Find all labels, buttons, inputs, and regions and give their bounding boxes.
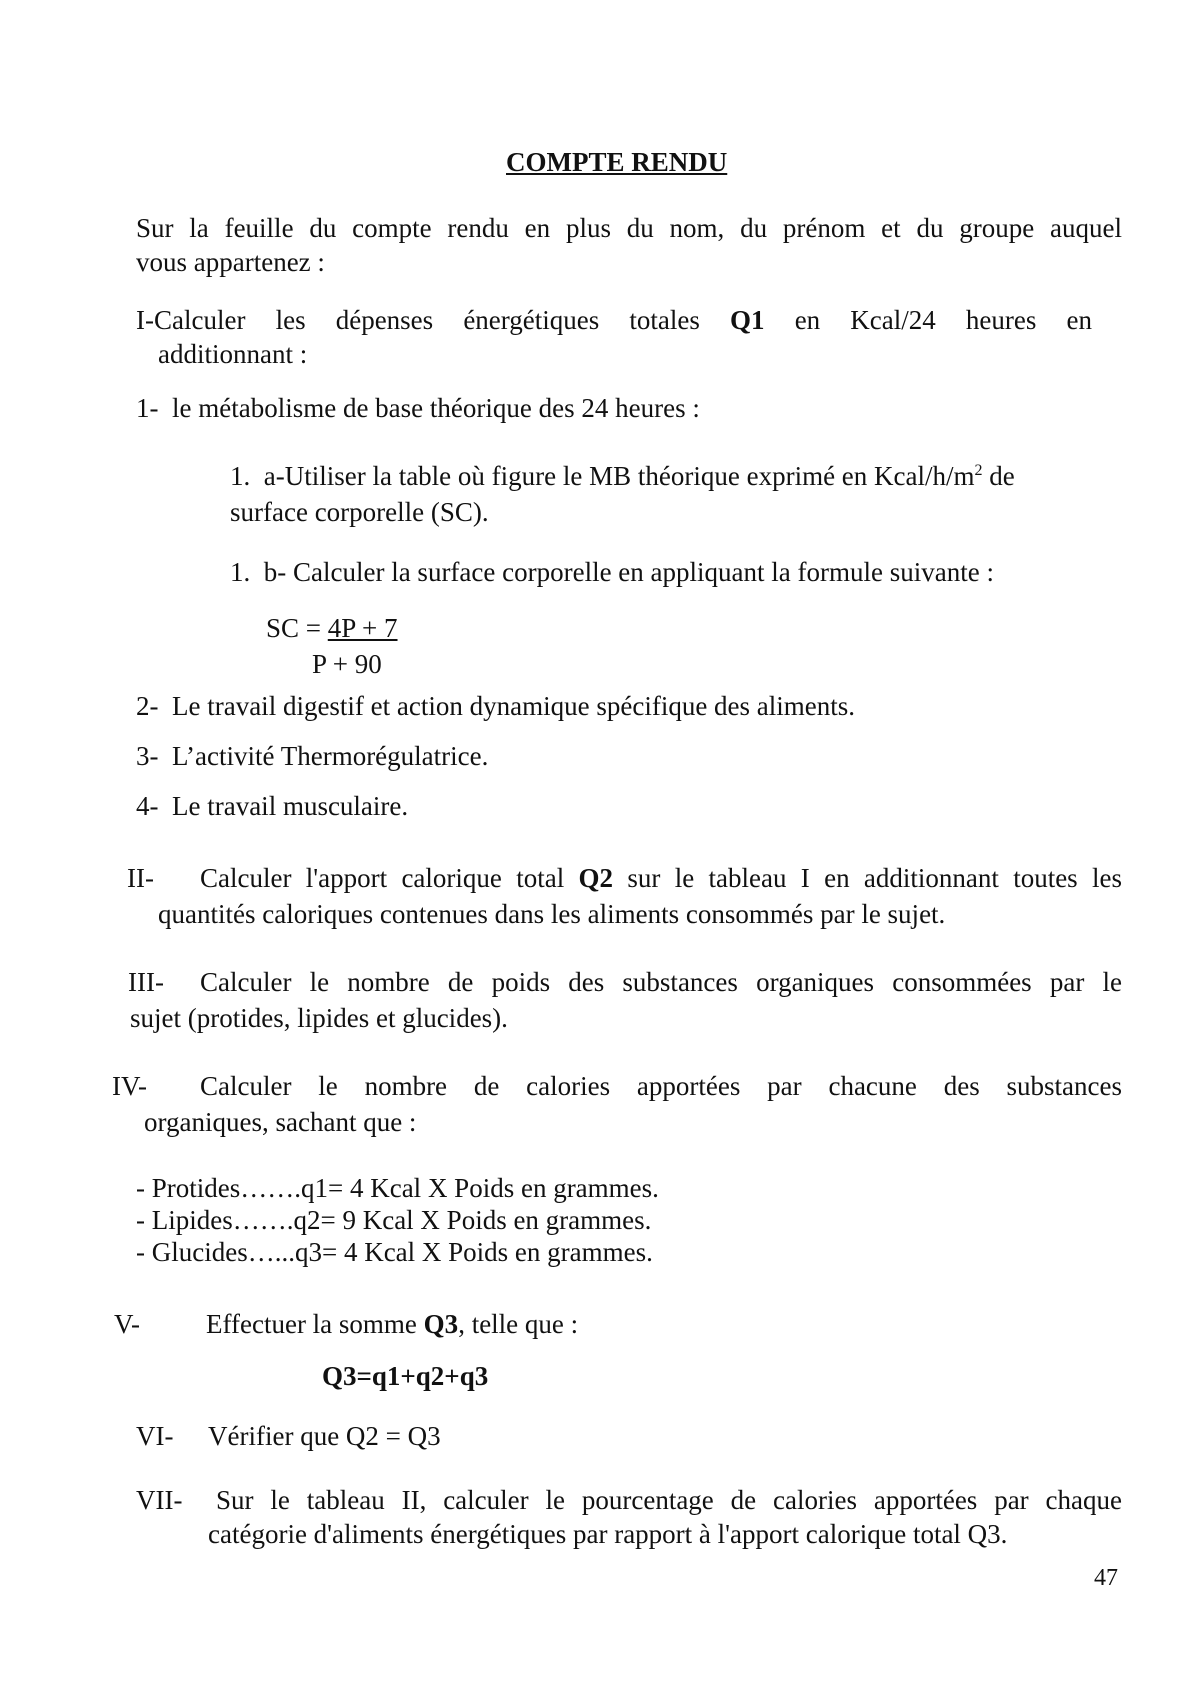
- section-7-line-2: catégorie d'aliments énergétiques par rapport à l'apport calorique total Q3.: [208, 1519, 1008, 1549]
- item-1-text: le métabolisme de base théorique des 24 heures :: [172, 393, 700, 423]
- section-1-pre: Calculer les dépenses énergétiques totales: [153, 305, 700, 335]
- item-1a-line-2: surface corporelle (SC).: [230, 497, 489, 527]
- section-1-q1: Q1: [730, 305, 765, 335]
- section-4-line-2: organiques, sachant que :: [144, 1107, 417, 1137]
- item-3-number: 3-: [136, 741, 159, 771]
- item-1a-line-1: [230, 460, 1015, 492]
- formula-denominator: P + 90: [312, 649, 382, 679]
- section-1-post: en Kcal/24 heures en: [794, 305, 1093, 335]
- item-2: [136, 690, 855, 722]
- item-4-number: 4-: [136, 791, 159, 821]
- section-1-line-1: [136, 304, 1092, 336]
- section-2-post: sur le tableau I en additionnant toutes les: [627, 863, 1123, 893]
- formula-lhs: SC =: [266, 613, 322, 643]
- section-5-post: , telle que :: [458, 1309, 579, 1339]
- item-1b-number: 1.: [230, 557, 251, 587]
- section-4-line-1: Calculer le nombre de calories apportées par chacune des substances: [200, 1071, 1122, 1101]
- section-5-q3: Q3: [423, 1309, 459, 1339]
- section-1-line-2: additionnant :: [158, 339, 308, 369]
- item-1a-superscript: 2: [974, 462, 983, 479]
- section-5-number: V-: [114, 1309, 141, 1339]
- nutrient-glucides: - Glucides…...q3= 4 Kcal X Poids en grammes.: [136, 1237, 653, 1267]
- section-5-pre: Effectuer la somme: [206, 1309, 417, 1339]
- page-title: COMPTE RENDU: [506, 147, 728, 177]
- item-1: [136, 392, 700, 424]
- section-6-number: VI-: [136, 1421, 174, 1451]
- nutrient-protides: - Protides…….q1= 4 Kcal X Poids en grammes.: [136, 1173, 659, 1203]
- item-1b: [230, 556, 994, 588]
- item-4: [136, 790, 408, 822]
- section-5-formula: Q3=q1+q2+q3: [322, 1361, 489, 1391]
- item-2-text: Le travail digestif et action dynamique spécifique des aliments.: [172, 691, 856, 721]
- section-2-number: II-: [127, 863, 154, 893]
- item-3-text: L’activité Thermorégulatrice.: [172, 741, 489, 771]
- section-3-line-1: Calculer le nombre de poids des substances organiques consommées par le: [200, 967, 1122, 997]
- section-6-text: Vérifier que Q2 = Q3: [208, 1421, 441, 1451]
- section-2-pre: Calculer l'apport calorique total: [200, 863, 565, 893]
- intro-line-2: vous appartenez :: [136, 247, 325, 277]
- intro-line-1: Sur la feuille du compte rendu en plus du nom, du prénom et du groupe auquel: [136, 213, 1122, 243]
- formula-numerator-line: [266, 612, 398, 644]
- section-3-number: III-: [128, 967, 164, 997]
- page-number: 47: [1094, 1565, 1118, 1591]
- formula-numerator: 4P + 7: [327, 613, 398, 643]
- section-3-line-2: sujet (protides, lipides et glucides).: [130, 1003, 508, 1033]
- item-1-number: 1-: [136, 393, 159, 423]
- item-2-number: 2-: [136, 691, 159, 721]
- section-1-number: I-: [136, 305, 154, 335]
- item-1a-text: a-Utiliser la table où figure le MB théorique exprimé en Kcal/h/m: [263, 461, 975, 491]
- item-3: [136, 740, 488, 772]
- nutrient-lipides: - Lipides…….q2= 9 Kcal X Poids en grammes.: [136, 1205, 652, 1235]
- item-1a-after: de: [989, 461, 1015, 491]
- item-1b-text: b- Calculer la surface corporelle en appliquant la formule suivante :: [263, 557, 994, 587]
- item-1a-number: 1.: [230, 461, 251, 491]
- section-5-text: [206, 1308, 578, 1340]
- section-2-line-1: [200, 862, 1122, 894]
- section-7-number: VII-: [136, 1485, 183, 1515]
- item-4-text: Le travail musculaire.: [172, 791, 409, 821]
- section-2-line-2: quantités caloriques contenues dans les aliments consommés par le sujet.: [158, 899, 946, 929]
- section-4-number: IV-: [112, 1071, 148, 1101]
- section-2-q2: Q2: [578, 863, 614, 893]
- section-7-line-1: Sur le tableau II, calculer le pourcentage de calories apportées par chaque: [216, 1485, 1122, 1515]
